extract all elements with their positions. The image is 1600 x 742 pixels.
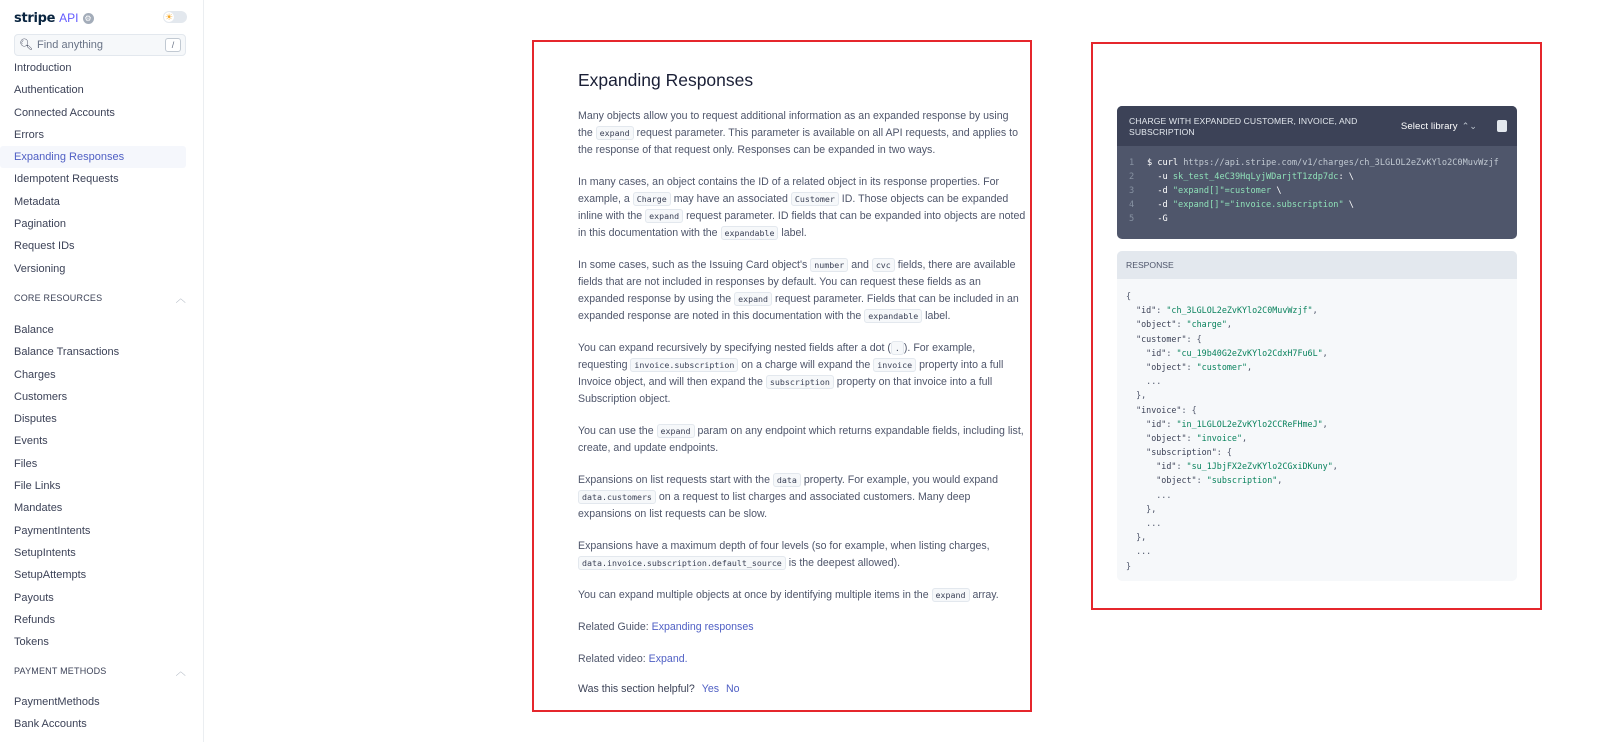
response-json xyxy=(1117,279,1517,573)
code-line xyxy=(1117,170,1517,184)
line-number: 1 xyxy=(1129,158,1135,168)
code-line xyxy=(1117,156,1517,170)
json-line xyxy=(1126,317,1517,331)
paragraph: In many cases, an object contains the ID of a related object in its response properties. For example, a Charge may have an associated Customer ID. Those objects can be expanded inline with the expand request parameter. ID fields that can be expanded into objects are noted in this documentation with the expandable label. xyxy=(578,176,1026,239)
sidebar-item-charges[interactable]: Charges xyxy=(14,368,56,381)
article xyxy=(532,40,1032,712)
sidebar-item-balance-transactions[interactable]: Balance Transactions xyxy=(14,346,120,359)
code-panel xyxy=(1091,42,1542,610)
json-token: "invoice" xyxy=(1136,404,1182,415)
json-line xyxy=(1126,303,1517,317)
json-line xyxy=(1126,403,1517,417)
related-guide-link[interactable]: Expanding responses xyxy=(651,621,754,633)
json-token: }, xyxy=(1126,532,1147,543)
sidebar-item-request-ids[interactable]: Request IDs xyxy=(14,240,75,253)
feedback-prompt xyxy=(578,683,740,695)
sidebar-item-authentication[interactable]: Authentication xyxy=(14,84,84,97)
sidebar xyxy=(0,0,204,742)
json-token: ... xyxy=(1126,489,1172,500)
sidebar-item-payouts[interactable]: Payouts xyxy=(14,591,54,604)
chevron-up-icon[interactable]: ︿ xyxy=(175,667,186,678)
api-label: API xyxy=(59,11,79,25)
code-token: "expand[]"=customer xyxy=(1172,186,1272,196)
json-token: "subscription" xyxy=(1146,447,1217,458)
code-card-header xyxy=(1117,106,1517,146)
json-token: "charge" xyxy=(1186,319,1227,330)
code-card-title: CHARGE WITH EXPANDED CUSTOMER, INVOICE, AND SUBSCRIPTION xyxy=(1129,116,1358,137)
json-line xyxy=(1126,502,1517,516)
paragraph: Expansions have a maximum depth of four levels (so for example, when listing charges, data.invoice.subscription.default_source is the deepest allowed). xyxy=(578,540,990,569)
json-token: "customer" xyxy=(1196,361,1248,372)
json-token: : xyxy=(1186,432,1197,443)
code-token: \ xyxy=(1343,200,1354,210)
sidebar-item-customers[interactable]: Customers xyxy=(14,390,68,403)
sidebar-item-expanding-responses[interactable]: Expanding Responses xyxy=(0,146,186,168)
json-line xyxy=(1126,473,1517,487)
json-token: "id" xyxy=(1156,461,1177,472)
sidebar-item-paymentmethods[interactable]: PaymentMethods xyxy=(14,696,100,708)
json-token xyxy=(1126,461,1156,471)
paragraph: In some cases, such as the Issuing Card object's number and cvc fields, there are available fields that are not included in responses by default. You can request these fields as an expanded response by using the expand request parameter. Fields that can be included in an expanded response are noted in this documentation with the expandable label. xyxy=(578,259,1019,322)
sidebar-item-idempotent-requests[interactable]: Idempotent Requests xyxy=(14,173,119,186)
select-library-dropdown[interactable] xyxy=(1401,121,1477,132)
sidebar-item-connected-accounts[interactable]: Connected Accounts xyxy=(14,106,115,119)
sidebar-item-errors[interactable]: Errors xyxy=(14,128,44,141)
related-video: Related video: Expand. xyxy=(578,653,688,665)
search-icon: 🔍︎ xyxy=(19,39,33,51)
code-token: "expand[]"="invoice.subscription" xyxy=(1172,200,1344,210)
code-token: -d xyxy=(1147,186,1173,196)
json-token: "object" xyxy=(1146,432,1187,443)
json-token xyxy=(1126,305,1136,315)
code-line xyxy=(1117,198,1517,212)
feedback-question: Was this section helpful? xyxy=(578,683,695,695)
line-number: 5 xyxy=(1129,214,1135,224)
json-token: } xyxy=(1126,560,1132,571)
core-resources-label: CORE RESOURCES xyxy=(14,293,103,303)
sidebar-item-events[interactable]: Events xyxy=(14,435,48,448)
sidebar-item-bank-accounts[interactable]: Bank Accounts xyxy=(14,718,87,731)
json-token: , xyxy=(1312,305,1318,316)
json-token: : xyxy=(1166,418,1177,429)
feedback-no-link[interactable]: No xyxy=(726,683,740,695)
paragraph: You can use the expand param on any endpoint which returns expandable fields, including list, create, and update endpoints. xyxy=(578,425,1024,454)
json-line xyxy=(1126,530,1517,544)
json-token xyxy=(1126,319,1136,329)
sidebar-item-pagination[interactable]: Pagination xyxy=(14,218,66,231)
line-number: 4 xyxy=(1129,200,1135,210)
brand[interactable] xyxy=(14,9,94,27)
json-token: "ch_3LGLOL2eZvKYlo2C0MuvWzjf" xyxy=(1166,305,1313,316)
json-token: "cu_19b40G2eZvKYlo2CdxH7Fu6L" xyxy=(1176,347,1323,358)
payment-methods-label: PAYMENT METHODS xyxy=(14,666,107,676)
json-token: , xyxy=(1247,361,1253,372)
json-line xyxy=(1126,431,1517,445)
article-body xyxy=(578,108,1026,683)
json-token xyxy=(1126,334,1136,344)
json-token: "su_1JbjFX2eZvKYlo2CGxiDKuny" xyxy=(1186,461,1333,472)
json-line xyxy=(1126,332,1517,346)
paragraph: You can expand recursively by specifying nested fields after a dot ( . ). For example, requesting invoice.subscription on a charge will expand the invoice property into a full Invoice object, and will then expand the subscription property on that invoice into a full Subscription object. xyxy=(578,342,1004,405)
sidebar-item-introduction[interactable]: Introduction xyxy=(14,62,72,74)
paragraph: Expansions on list requests start with the data property. For example, you would expand data.customers on a request to list charges and associated customers. Many deep expansions on list requests can be slow. xyxy=(578,474,998,520)
page-title: Expanding Responses xyxy=(578,70,754,90)
json-token xyxy=(1126,447,1146,457)
json-token: , xyxy=(1242,432,1248,443)
json-token: "invoice" xyxy=(1196,432,1242,443)
json-token xyxy=(1126,405,1136,415)
settings-icon[interactable]: ⚙ xyxy=(84,13,92,23)
json-token: : xyxy=(1196,475,1207,486)
json-line xyxy=(1126,360,1517,374)
json-token: }, xyxy=(1126,390,1147,401)
json-token: ... xyxy=(1126,546,1152,557)
copy-icon[interactable] xyxy=(1497,120,1507,132)
code-line xyxy=(1117,184,1517,198)
json-token xyxy=(1126,348,1146,358)
json-line xyxy=(1126,417,1517,431)
payment-methods-nav xyxy=(0,691,204,736)
json-token: : xyxy=(1176,461,1187,472)
json-token: : { xyxy=(1181,404,1197,415)
payment-methods-heading[interactable] xyxy=(14,666,186,680)
json-token: ... xyxy=(1126,518,1162,528)
code-token: $ curl xyxy=(1147,158,1184,168)
json-token: , xyxy=(1322,418,1328,429)
json-token: "id" xyxy=(1146,418,1167,429)
code-token: -u xyxy=(1147,172,1173,182)
sun-icon: ☀ xyxy=(164,12,174,22)
response-card xyxy=(1117,251,1517,581)
json-token xyxy=(1126,433,1146,443)
sidebar-item-setupintents[interactable]: SetupIntents xyxy=(14,546,76,559)
json-token xyxy=(1126,475,1156,485)
json-token xyxy=(1126,362,1146,372)
sidebar-item-setupattempts[interactable]: SetupAttempts xyxy=(14,569,87,582)
json-line xyxy=(1126,559,1517,573)
json-line xyxy=(1126,374,1517,388)
json-token xyxy=(1126,419,1146,429)
sidebar-item-tokens[interactable]: Tokens xyxy=(14,636,49,649)
json-token: "object" xyxy=(1146,361,1187,372)
search-shortcut-key: / xyxy=(165,38,181,52)
theme-toggle[interactable] xyxy=(163,11,187,23)
sidebar-item-balance[interactable]: Balance xyxy=(14,324,54,336)
core-resources-nav xyxy=(0,319,204,653)
paragraph: Many objects allow you to request additional information as an expanded response by using the expand request parameter. This parameter is available on all API requests, and applies to the response of that request only. Responses can be expanded in two ways. xyxy=(578,110,1018,156)
code-token: : \ xyxy=(1338,172,1354,182)
json-token: }, xyxy=(1126,503,1157,514)
json-token: "subscription" xyxy=(1206,475,1278,486)
json-line xyxy=(1126,459,1517,473)
related-guide: Related Guide: Expanding responses xyxy=(578,621,754,633)
code-token: sk_test_4eC39HqLyjWDarjtT1zdp7dc xyxy=(1172,172,1339,182)
code-token: \ xyxy=(1271,186,1282,196)
json-token: , xyxy=(1277,475,1283,486)
sidebar-item-paymentintents[interactable]: PaymentIntents xyxy=(14,524,91,537)
json-token: , xyxy=(1322,347,1328,358)
json-token: , xyxy=(1332,461,1338,472)
line-number: 2 xyxy=(1129,172,1135,182)
search-box[interactable] xyxy=(14,34,186,56)
code-token: -G xyxy=(1147,214,1168,224)
json-line xyxy=(1126,544,1517,558)
json-line xyxy=(1126,516,1517,530)
paragraph: You can expand multiple objects at once by identifying multiple items in the expand array. xyxy=(578,589,999,601)
json-token: : xyxy=(1166,347,1177,358)
json-token: "id" xyxy=(1136,305,1157,316)
json-token: "object" xyxy=(1136,319,1177,330)
code-line xyxy=(1117,212,1517,226)
select-library-label: Select library xyxy=(1400,121,1458,132)
related-video-link[interactable]: Expand. xyxy=(648,653,688,665)
json-line xyxy=(1126,488,1517,502)
chevron-up-icon[interactable]: ︿ xyxy=(175,294,186,305)
search-input[interactable] xyxy=(37,39,165,51)
core-resources-heading[interactable] xyxy=(14,293,186,307)
json-line xyxy=(1126,445,1517,459)
json-token: "object" xyxy=(1156,475,1197,486)
sidebar-item-files[interactable]: Files xyxy=(14,457,38,470)
json-token: ... xyxy=(1126,376,1162,387)
json-token: : xyxy=(1186,361,1197,372)
sidebar-item-refunds[interactable]: Refunds xyxy=(14,613,55,626)
json-token: { xyxy=(1126,291,1132,301)
sidebar-item-mandates[interactable]: Mandates xyxy=(14,502,63,515)
feedback-yes-link[interactable]: Yes xyxy=(701,683,720,695)
json-token: "id" xyxy=(1146,347,1167,358)
chevron-updown-icon: ⌃⌄ xyxy=(1461,121,1477,131)
json-token: : xyxy=(1156,305,1167,316)
sidebar-item-file-links[interactable]: File Links xyxy=(14,480,61,493)
json-token: : { xyxy=(1216,447,1232,458)
json-token: "in_1LGLOL2eZvKYlo2CCReFHmeJ" xyxy=(1176,418,1323,429)
code-block xyxy=(1117,146,1517,226)
json-token: "customer" xyxy=(1136,333,1187,344)
json-line xyxy=(1126,346,1517,360)
json-token: , xyxy=(1226,319,1232,330)
json-line xyxy=(1126,388,1517,402)
json-token: : { xyxy=(1186,333,1202,344)
stripe-logo: stripe xyxy=(14,10,56,26)
request-code-card xyxy=(1117,106,1517,239)
line-number: 3 xyxy=(1129,186,1135,196)
sidebar-item-disputes[interactable]: Disputes xyxy=(14,413,57,426)
code-token: -d xyxy=(1147,200,1173,210)
json-line xyxy=(1126,289,1517,303)
json-token: : xyxy=(1176,319,1187,330)
top-nav xyxy=(0,57,204,280)
sidebar-item-metadata[interactable]: Metadata xyxy=(14,195,60,208)
code-token: https://api.stripe.com/v1/charges/ch_3LGLOL2eZvKYlo2C0MuvWzjf xyxy=(1183,158,1499,168)
response-heading: RESPONSE xyxy=(1117,251,1517,279)
sidebar-item-versioning[interactable]: Versioning xyxy=(14,262,66,275)
